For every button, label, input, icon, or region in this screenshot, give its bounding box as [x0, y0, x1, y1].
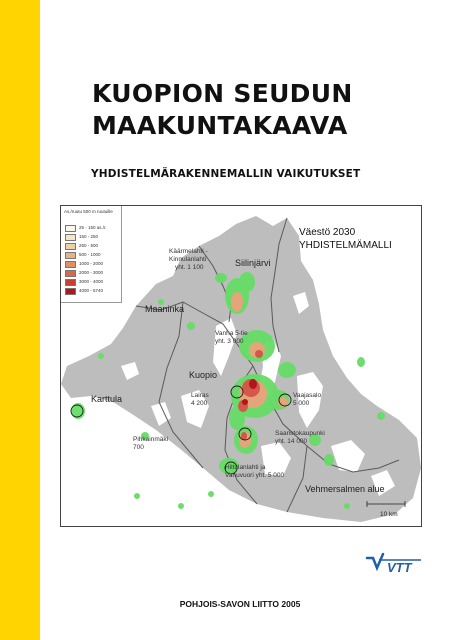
annotation-hiltulanlahti [225, 464, 284, 480]
annotation-line: Vanha 5-tie [215, 330, 248, 337]
legend-label: 1000 - 2000 [79, 261, 104, 266]
legend-label: 2000 - 3000 [79, 270, 104, 275]
annotation-line: Pihkainmäki [133, 436, 169, 443]
legend-label: 25 - 150 as./r. [79, 225, 107, 230]
annotation-lairas [191, 392, 209, 408]
legend-label: 500 - 1000 [79, 252, 101, 257]
legend-item [65, 233, 121, 240]
place-label-siilinjarvi: Siilinjärvi [235, 258, 271, 268]
legend-label: 3000 - 4000 [79, 279, 104, 284]
vtt-logo-icon [365, 550, 425, 576]
legend-title: As./ruutu 500 m ruutuille [64, 209, 113, 214]
annotation-pihkainmaki [133, 436, 168, 452]
legend-swatch [65, 252, 76, 259]
legend-item [65, 260, 121, 267]
annotation-line: Vanuvuori yht. 5 000 [225, 472, 285, 479]
annotation-line: yht. 3 000 [215, 338, 244, 345]
title-line-1: KUOPION SEUDUN [92, 79, 353, 108]
place-label-kuopio: Kuopio [189, 370, 218, 380]
annotation-vanha-5-tie [215, 330, 248, 346]
logo-text: VTT [387, 560, 412, 575]
legend-item [65, 269, 121, 276]
place-label-karttula: Karttula [91, 394, 123, 404]
page-subtitle: YHDISTELMÄRAKENNEMALLIN VAIKUTUKSET [91, 168, 361, 180]
map-heading-line-2: YHDISTELMÄMALLI [299, 240, 392, 251]
legend-swatch [65, 243, 76, 250]
place-label-maaninka: Maaninka [145, 304, 185, 314]
map-heading-line-1: Väestö 2030 [299, 227, 356, 238]
legend-item [65, 287, 121, 294]
annotation-line: Vaajasalo [293, 392, 322, 399]
annotation-line: yht. 1 100 [175, 264, 204, 271]
legend-item [65, 278, 121, 285]
footer-publisher: POHJOIS-SAVON LIITTO 2005 [179, 599, 301, 609]
legend-item [65, 224, 121, 231]
scale-label: 10 km [380, 511, 398, 518]
legend-swatch [65, 270, 76, 277]
page-title [92, 78, 392, 142]
annotation-line: 4 200 [191, 400, 208, 407]
place-label-vehmersalmi: Vehmersalmen alue [305, 484, 385, 494]
annotation-kinnulanlahti [169, 248, 208, 272]
legend-item [65, 242, 121, 249]
accent-band [0, 0, 40, 640]
annotation-line: Käärmelahti - [169, 248, 208, 255]
annotation-line: Saaristokaupunki [275, 430, 325, 437]
title-line-2: MAAKUNTAKAAVA [92, 111, 348, 140]
annotation-line: 5 000 [293, 400, 310, 407]
vtt-logo [365, 550, 425, 576]
annotation-line: Hiltulanlahti ja [225, 464, 266, 471]
annotation-saaristokaupunki [275, 430, 325, 446]
legend-label: 250 - 500 [79, 243, 99, 248]
annotation-line: 700 [133, 444, 144, 451]
map-legend [61, 206, 122, 303]
legend-swatch [65, 225, 76, 232]
legend-swatch [65, 288, 76, 295]
legend-label: 150 - 250 [79, 234, 99, 239]
map-heading [299, 226, 392, 252]
legend-swatch [65, 279, 76, 286]
annotation-line: yht. 14 000 [275, 438, 308, 445]
population-map [60, 205, 422, 527]
legend-item [65, 251, 121, 258]
annotation-vaajasalo [293, 392, 321, 408]
annotation-line: Lairas [191, 392, 209, 399]
legend-label: 4000 - 5740 [79, 288, 104, 293]
legend-swatch [65, 261, 76, 268]
legend-swatch [65, 234, 76, 241]
annotation-line: Kinnulanlahti [169, 256, 207, 263]
logo-swoosh [367, 554, 383, 568]
